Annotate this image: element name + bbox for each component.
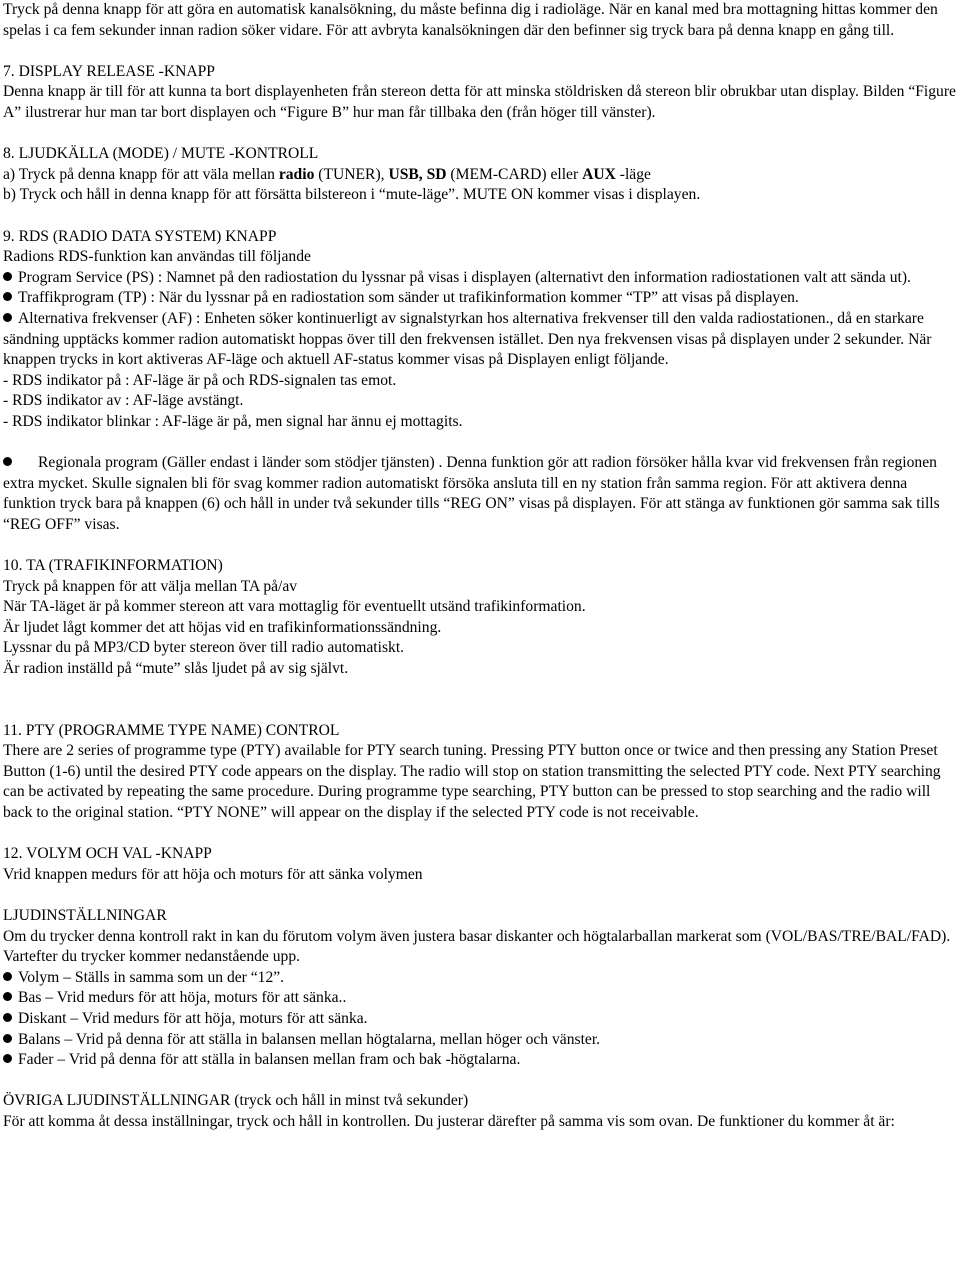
section-other-sound-settings [3,1091,957,1132]
bold-usb-sd: USB, SD [388,165,447,183]
bullet-item [3,1030,957,1051]
text-run: (TUNER), [314,165,389,183]
intro-paragraph: Tryck på denna knapp för att göra en automatisk kanalsökning, du måste befinna dig i radioläge. När en kanal med bra mottagning hittas kommer den spelas i ca fem sekunder innan radion söker vidare. För att avbryta kanalsökningen där den befinner sig tryck bara på denna knapp en gång till. [3,1,938,39]
section-body: För att komma åt dessa inställningar, tryck och håll in kontrollen. Du justerar därefter på samma vis som ovan. De funktioner du kommer åt är: [3,1112,895,1130]
item-a [3,165,957,186]
bullet-text: Bas – Vrid medurs för att höja, moturs för att sänka.. [18,989,347,1007]
text-run: a) Tryck på denna knapp för att väla mellan [3,165,279,183]
bullet-text: Traffikprogram (TP) : När du lyssnar på en radiostation som sänder ut trafikinformation kommer “TP” att visas på displayen. [18,289,799,307]
section-intro: Radions RDS-funktion kan användas till följande [3,248,311,266]
section-body: Om du trycker denna kontroll rakt in kan du förutom volym även justera basar diskanter och högtalarballan markerat som (VOL/BAS/TRE/BAL/FAD). Vartefter du trycker kommer nedanstående upp. [3,927,951,966]
bullet-item [3,288,957,309]
section-heading: 9. RDS (RADIO DATA SYSTEM) KNAPP [3,227,277,245]
item-b: b) Tryck och håll in denna knapp för att försätta bilstereon i “mute-läge”. MUTE ON kommer visas i displayen. [3,186,701,204]
text-line: Lyssnar du på MP3/CD byter stereon över till radio automatiskt. [3,639,405,657]
section-heading: 10. TA (TRAFIKINFORMATION) [3,557,223,575]
section-heading: 11. PTY (PROGRAMME TYPE NAME) CONTROL [3,721,340,739]
bullet-icon [3,1034,12,1043]
section-body: Vrid knappen medurs för att höja och moturs för att sänka volymen [3,865,423,883]
section-sound-settings [3,906,957,1071]
bullet-icon [3,1054,12,1063]
bullet-icon [3,1013,12,1022]
bullet-text: Volym – Ställs in samma som un der “12”. [18,968,285,986]
bullet-icon [3,272,12,281]
section-rds [3,227,957,536]
indicator-line: - RDS indikator på : AF-läge är på och RDS-signalen tas emot. [3,371,397,389]
section-mode-mute [3,144,957,206]
bullet-text: Balans – Vrid på denna för att ställa in balansen mellan högtalarna, mellan höger och vänster. [18,1030,601,1048]
bullet-icon [3,992,12,1001]
bullet-icon [3,972,12,981]
bullet-icon [3,457,12,466]
indicator-line: - RDS indikator blinkar : AF-läge är på, men signal har ännu ej mottagits. [3,412,463,430]
text-line: När TA-läget är på kommer stereon att vara mottaglig för eventuellt utsänd trafikinformation. [3,598,586,616]
bullet-text: Program Service (PS) : Namnet på den radiostation du lyssnar på visas i displayen (alternativt den information radiostationen valt att sända ut). [18,268,911,286]
bullet-item [3,453,957,535]
bullet-item [3,268,957,289]
text-line: Är ljudet lågt kommer det att höjas vid en trafikinformationssändning. [3,618,442,636]
indicator-line: - RDS indikator av : AF-läge avstängt. [3,392,244,410]
text-line: Är radion inställd på “mute” slås ljudet på av sig självt. [3,660,349,677]
section-pty [3,721,957,824]
bullet-icon [3,292,12,301]
bullet-item [3,968,957,989]
bold-radio: radio [278,165,315,183]
section-heading: 12. VOLYM OCH VAL -KNAPP [3,845,212,863]
bullet-item [3,1009,957,1030]
bullet-text: Alternativa frekvenser (AF) : Enheten söker kontinuerligt av signalstyrkan hos alternativa frekvenser till den valda radiostationen., då en starkare sändning upptäcks kommer radion automatiskt hoppas över till den frekvensen istället. Den nya frekvensen visas på displayen under 2 sekunder. När knappen trycks in kort aktiveras AF-läge och aktuell AF-status kommer visas på Displayen enligt följande. [3,309,932,369]
section-display-release [3,62,957,124]
text-run: (MEM-CARD) eller [446,165,583,183]
bullet-text: Diskant – Vrid medurs för att höja, moturs för att sänka. [18,1009,368,1027]
section-heading: 7. DISPLAY RELEASE -KNAPP [3,62,215,80]
section-heading: ÖVRIGA LJUDINSTÄLLNINGAR (tryck och håll in minst två sekunder) [3,1092,469,1110]
bullet-text: Regionala program (Gäller endast i länder som stödjer tjänsten) . Denna funktion gör att radion försöker hålla kvar vid frekvensen från regionen extra mycket. Skulle signalen bli för svag kommer radion automatiskt försöka ansluta till en ny station från samma region. För att aktivera denna funktion tryck bara på knappen (6) och håll in under två sekunder tills “REG ON” visas på displayen. För att stänga av funktionen gör samma sak tills “REG OFF” visas. [3,454,940,533]
section-body: There are 2 series of programme type (PTY) available for PTY search tuning. Pressing PTY button once or twice and then pressing any Station Preset Button (1-6) until the desired PTY code appears on the display. The radio will stop on station transmitting the selected PTY code. Next PTY searching can be activated by repeating the same procedure. During programme type searching, PTY button can be pressed to stop searching and the radio will back to the original station. “PTY NONE” will appear on the display if the selected PTY code is not receivable. [3,742,941,821]
bullet-text: Fader – Vrid på denna för att ställa in balansen mellan fram och bak -högtalarna. [18,1051,521,1069]
section-ta [3,556,957,680]
bullet-icon [3,313,12,322]
bullet-item [3,988,957,1009]
section-volume [3,844,957,885]
bullet-item [3,1050,957,1071]
section-heading: 8. LJUDKÄLLA (MODE) / MUTE -KONTROLL [3,145,319,163]
text-line: Tryck på knappen för att välja mellan TA på/av [3,577,298,595]
section-body: Denna knapp är till för att kunna ta bort displayenheten från stereon detta för att minska stöldrisken då stereon blir obrukbar utan display. Bilden “Figure A” ilustrerar hur man tar bort displayen och “Figure B” hur man får tillbaka den (från höger till vänster). [3,83,956,121]
section-heading: LJUDINSTÄLLNINGAR [3,906,167,924]
text-run: -läge [615,165,651,183]
bullet-item [3,309,957,371]
bold-aux: AUX [582,165,616,183]
